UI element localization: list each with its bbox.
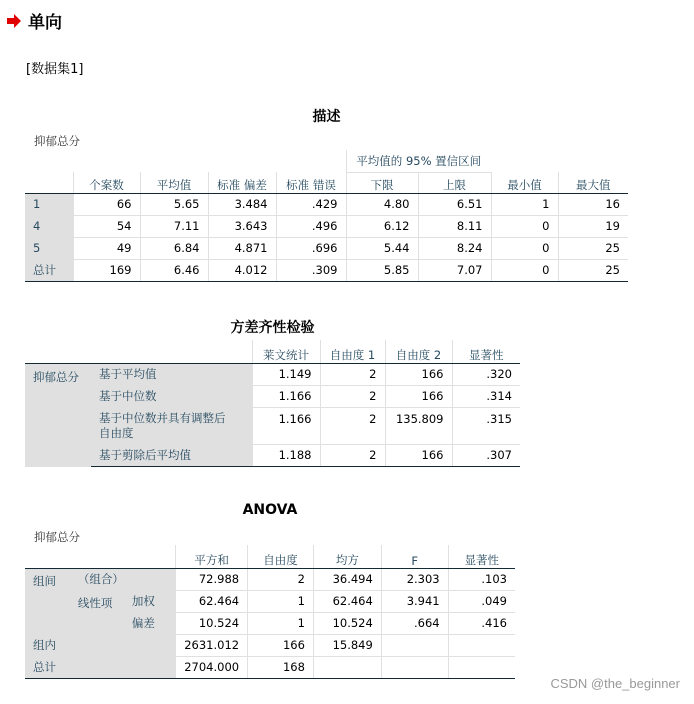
levene-table bbox=[25, 340, 520, 467]
cell: 1 bbox=[248, 612, 314, 634]
cell: 8.24 bbox=[418, 237, 491, 259]
cell: 72.988 bbox=[176, 568, 248, 590]
cell: 6.12 bbox=[346, 215, 418, 237]
cell: 49 bbox=[73, 237, 140, 259]
row-label: 1 bbox=[25, 193, 73, 215]
cell: 10.524 bbox=[176, 612, 248, 634]
cell: .696 bbox=[276, 237, 346, 259]
dataset-label: [数据集1] bbox=[26, 62, 84, 77]
cell: 15.849 bbox=[313, 634, 381, 656]
cell: 6.84 bbox=[140, 237, 208, 259]
table-row bbox=[25, 193, 628, 215]
cell: 0 bbox=[491, 237, 558, 259]
cell: 16 bbox=[558, 193, 628, 215]
cell: 4.012 bbox=[208, 259, 276, 281]
cell bbox=[381, 634, 448, 656]
col-header: 显著性 bbox=[448, 545, 515, 568]
table-row bbox=[25, 407, 520, 444]
cell: .496 bbox=[276, 215, 346, 237]
cell: 25 bbox=[558, 259, 628, 281]
cell: 166 bbox=[385, 363, 452, 385]
cell: 36.494 bbox=[313, 568, 381, 590]
cell: .307 bbox=[452, 444, 520, 466]
col-header: 自由度 2 bbox=[385, 340, 452, 363]
cell: 1.166 bbox=[252, 407, 320, 444]
cell: 166 bbox=[385, 385, 452, 407]
levene-title: 方差齐性检验 bbox=[230, 320, 315, 336]
cell: 2 bbox=[320, 407, 385, 444]
cell: .049 bbox=[448, 590, 515, 612]
cell: 8.11 bbox=[418, 215, 491, 237]
table-row bbox=[25, 259, 628, 281]
row-label: 4 bbox=[25, 215, 73, 237]
row-label: （组合） bbox=[70, 568, 176, 590]
row-label-line2: 自由度 bbox=[99, 425, 134, 440]
cell: 6.51 bbox=[418, 193, 491, 215]
cell: 166 bbox=[385, 444, 452, 466]
col-header: 均方 bbox=[313, 545, 381, 568]
cell: 0 bbox=[491, 259, 558, 281]
col-header: 平均值 bbox=[140, 172, 208, 193]
ci-group-header: 平均值的 95% 置信区间 bbox=[346, 150, 491, 172]
cell: 2631.012 bbox=[176, 634, 248, 656]
col-header: 自由度 1 bbox=[320, 340, 385, 363]
table-row bbox=[25, 656, 515, 678]
cell: 0 bbox=[491, 215, 558, 237]
col-header: 上限 bbox=[418, 172, 491, 193]
table-row bbox=[25, 215, 628, 237]
col-header: 标准 错误 bbox=[276, 172, 346, 193]
row-label: 基于剪除后平均值 bbox=[91, 444, 252, 466]
col-header: 最大值 bbox=[558, 172, 628, 193]
red-arrow-icon bbox=[6, 13, 22, 29]
cell: 66 bbox=[73, 193, 140, 215]
cell: 168 bbox=[248, 656, 314, 678]
cell: 3.643 bbox=[208, 215, 276, 237]
cell: 5.85 bbox=[346, 259, 418, 281]
cell: 2 bbox=[320, 444, 385, 466]
cell: 4.80 bbox=[346, 193, 418, 215]
cell bbox=[381, 656, 448, 678]
row-label: 基于平均值 bbox=[91, 363, 252, 385]
cell: 6.46 bbox=[140, 259, 208, 281]
cell: 2 bbox=[320, 363, 385, 385]
cell: 1.188 bbox=[252, 444, 320, 466]
watermark: CSDN @the_beginner bbox=[550, 676, 680, 691]
table-row bbox=[25, 385, 520, 407]
col-header: 平方和 bbox=[176, 545, 248, 568]
row-label: 偏差 bbox=[124, 612, 176, 634]
cell: 2 bbox=[320, 385, 385, 407]
cell: 2.303 bbox=[381, 568, 448, 590]
row-group-label: 组间 bbox=[25, 568, 70, 634]
col-header: 自由度 bbox=[248, 545, 314, 568]
cell: 25 bbox=[558, 237, 628, 259]
col-header: 莱文统计 bbox=[252, 340, 320, 363]
cell: .309 bbox=[276, 259, 346, 281]
cell: 7.11 bbox=[140, 215, 208, 237]
cell: 166 bbox=[248, 634, 314, 656]
row-label: 加权 bbox=[124, 590, 176, 612]
descriptives-subtitle: 抑郁总分 bbox=[34, 134, 80, 148]
row-subgroup-label: 线性项 bbox=[70, 590, 124, 634]
cell: .320 bbox=[452, 363, 520, 385]
cell: 1.166 bbox=[252, 385, 320, 407]
row-label: 组内 bbox=[25, 634, 176, 656]
table-row bbox=[25, 363, 520, 385]
cell: .664 bbox=[381, 612, 448, 634]
anova-subtitle: 抑郁总分 bbox=[34, 530, 80, 544]
cell: 62.464 bbox=[313, 590, 381, 612]
cell: 2704.000 bbox=[176, 656, 248, 678]
col-header: F bbox=[381, 545, 448, 568]
anova-table bbox=[25, 545, 515, 679]
cell: .429 bbox=[276, 193, 346, 215]
table-row bbox=[25, 590, 515, 612]
col-header: 下限 bbox=[346, 172, 418, 193]
cell: .103 bbox=[448, 568, 515, 590]
cell: 54 bbox=[73, 215, 140, 237]
row-label: 总计 bbox=[25, 259, 73, 281]
anova-title: ANOVA bbox=[242, 502, 298, 518]
cell: .314 bbox=[452, 385, 520, 407]
table-row bbox=[25, 237, 628, 259]
table-row bbox=[25, 568, 515, 590]
descriptives-table bbox=[25, 150, 628, 282]
cell: 5.65 bbox=[140, 193, 208, 215]
heading-title: 单向 bbox=[28, 13, 62, 33]
cell: 1.149 bbox=[252, 363, 320, 385]
col-header: 个案数 bbox=[73, 172, 140, 193]
cell: 4.871 bbox=[208, 237, 276, 259]
output-heading bbox=[6, 8, 62, 33]
row-label bbox=[91, 407, 252, 444]
cell: .315 bbox=[452, 407, 520, 444]
cell: 62.464 bbox=[176, 590, 248, 612]
cell: 135.809 bbox=[385, 407, 452, 444]
cell: 3.484 bbox=[208, 193, 276, 215]
row-label: 基于中位数 bbox=[91, 385, 252, 407]
table-row bbox=[25, 634, 515, 656]
col-header: 最小值 bbox=[491, 172, 558, 193]
cell: 2 bbox=[248, 568, 314, 590]
row-label: 总计 bbox=[25, 656, 176, 678]
cell bbox=[313, 656, 381, 678]
cell: 19 bbox=[558, 215, 628, 237]
cell: 1 bbox=[491, 193, 558, 215]
row-label: 5 bbox=[25, 237, 73, 259]
table-row bbox=[25, 444, 520, 466]
row-group-label: 抑郁总分 bbox=[25, 363, 91, 466]
col-header: 标准 偏差 bbox=[208, 172, 276, 193]
cell: 7.07 bbox=[418, 259, 491, 281]
cell bbox=[448, 634, 515, 656]
cell: 10.524 bbox=[313, 612, 381, 634]
row-label-line1: 基于中位数并具有调整后 bbox=[99, 410, 226, 425]
col-header: 显著性 bbox=[452, 340, 520, 363]
cell: .416 bbox=[448, 612, 515, 634]
descriptives-title: 描述 bbox=[312, 109, 341, 125]
cell: 169 bbox=[73, 259, 140, 281]
cell bbox=[448, 656, 515, 678]
cell: 5.44 bbox=[346, 237, 418, 259]
cell: 3.941 bbox=[381, 590, 448, 612]
cell: 1 bbox=[248, 590, 314, 612]
